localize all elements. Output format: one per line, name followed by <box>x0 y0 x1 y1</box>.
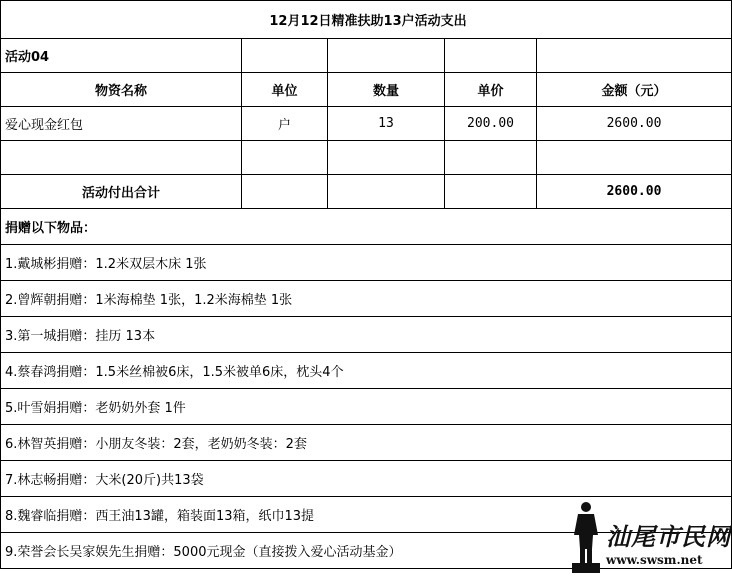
watermark-site-name: 汕尾市民网 <box>606 522 731 551</box>
activity-label: 活动04 <box>1 39 242 73</box>
item-quantity: 13 <box>328 107 445 141</box>
empty-cell <box>537 141 732 175</box>
empty-cell <box>1 141 242 175</box>
empty-cell <box>445 39 537 73</box>
donation-item: 5.叶雪娟捐赠：老奶奶外套 1件 <box>1 389 732 425</box>
total-amount: 2600.00 <box>537 175 732 209</box>
item-name: 爱心现金红包 <box>1 107 242 141</box>
header-amount: 金额（元） <box>537 73 732 107</box>
header-quantity: 数量 <box>328 73 445 107</box>
empty-cell <box>242 141 328 175</box>
empty-cell <box>328 39 445 73</box>
header-row <box>1 73 732 107</box>
header-unit-price: 单价 <box>445 73 537 107</box>
table-row <box>1 107 732 141</box>
empty-cell <box>445 175 537 209</box>
site-watermark <box>566 497 731 575</box>
item-unit-price: 200.00 <box>445 107 537 141</box>
donation-item: 1.戴城彬捐赠：1.2米双层木床 1张 <box>1 245 732 281</box>
watermark-url: www.swsm.net <box>606 553 703 567</box>
donation-item: 9.荣誉会长吴家娱先生捐赠：5000元现金（直接拨入爱心活动基金） <box>1 533 732 569</box>
sheet-title: 12月12日精准扶助13户活动支出 <box>1 1 732 39</box>
donation-heading: 捐赠以下物品： <box>1 209 732 245</box>
empty-cell <box>445 141 537 175</box>
header-unit: 单位 <box>242 73 328 107</box>
item-amount: 2600.00 <box>537 107 732 141</box>
empty-cell <box>242 39 328 73</box>
statue-figure-icon <box>566 499 606 573</box>
empty-cell <box>537 39 732 73</box>
donation-item: 7.林志畅捐赠：大米(20斤)共13袋 <box>1 461 732 497</box>
total-row <box>1 175 732 209</box>
empty-cell <box>328 175 445 209</box>
donation-item: 6.林智英捐赠：小朋友冬装：2套，老奶奶冬装：2套 <box>1 425 732 461</box>
header-item-name: 物资名称 <box>1 73 242 107</box>
donation-item: 8.魏睿临捐赠：西王油13罐，箱装面13箱，纸巾13提 <box>1 497 732 533</box>
empty-cell <box>242 175 328 209</box>
total-label: 活动付出合计 <box>1 175 242 209</box>
item-unit: 户 <box>242 107 328 141</box>
empty-cell <box>328 141 445 175</box>
donation-item: 4.蔡春鸿捐赠：1.5米丝棉被6床，1.5米被单6床，枕头4个 <box>1 353 732 389</box>
donation-item: 2.曾辉朝捐赠：1米海棉垫 1张，1.2米海棉垫 1张 <box>1 281 732 317</box>
empty-row <box>1 141 732 175</box>
donation-item: 3.第一城捐赠：挂历 13本 <box>1 317 732 353</box>
